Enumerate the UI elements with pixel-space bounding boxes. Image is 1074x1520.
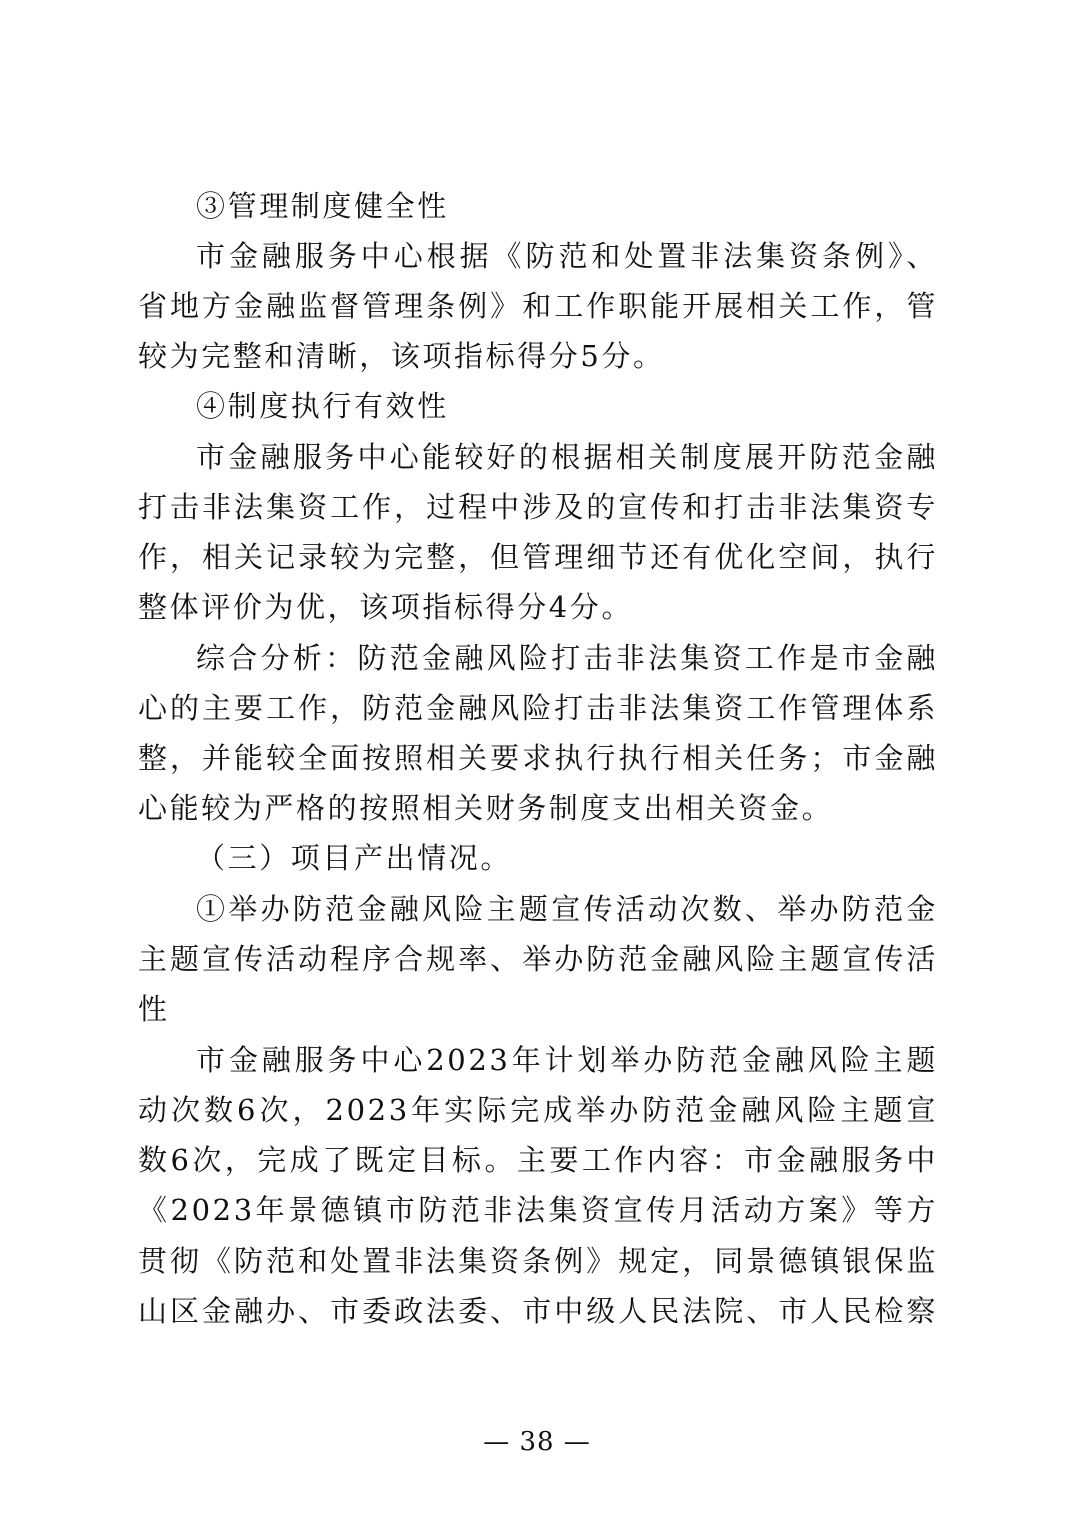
paragraph-line: 山区金融办、市委政法委、市中级人民法院、市人民检察 xyxy=(138,1294,938,1328)
heading-execution-effectiveness: ④制度执行有效性 xyxy=(196,389,449,423)
paragraph-line: 市金融服务中心2023年计划举办防范金融风险主题 xyxy=(196,1043,938,1077)
heading-activity-metrics-cont: 性 xyxy=(138,992,170,1026)
paragraph-line: 动次数6次，2023年实际完成举办防范金融风险主题宣 xyxy=(138,1093,938,1127)
paragraph-line: 整，并能较全面按照相关要求执行执行相关任务；市金融 xyxy=(138,741,938,775)
section-heading-project-output: （三）项目产出情况。 xyxy=(196,841,513,875)
paragraph-line: 贯彻《防范和处置非法集资条例》规定，同景德镇银保监 xyxy=(138,1244,938,1278)
paragraph-line: 数6次，完成了既定目标。主要工作内容：市金融服务中 xyxy=(138,1143,938,1177)
paragraph-line: 市金融服务中心能较好的根据相关制度展开防范金融 xyxy=(196,440,938,474)
paragraph-line: 省地方金融监督管理条例》和工作职能开展相关工作，管 xyxy=(138,289,938,323)
paragraph-line: 综合分析：防范金融风险打击非法集资工作是市金融 xyxy=(196,641,938,675)
paragraph-line: 整体评价为优，该项指标得分4分。 xyxy=(138,590,634,624)
paragraph-line: 打击非法集资工作，过程中涉及的宣传和打击非法集资专 xyxy=(138,490,938,524)
paragraph-line: 市金融服务中心根据《防范和处置非法集资条例》、 xyxy=(196,239,938,273)
heading-activity-metrics-cont: 主题宣传活动程序合规率、举办防范金融风险主题宣传活 xyxy=(138,942,938,976)
paragraph-line: 较为完整和清晰，该项指标得分5分。 xyxy=(138,339,665,373)
page-number: — 38 — xyxy=(483,1427,591,1457)
paragraph-line: 《2023年景德镇市防范非法集资宣传月活动方案》等方 xyxy=(138,1193,938,1227)
heading-management-system: ③管理制度健全性 xyxy=(196,189,449,223)
paragraph-line: 作，相关记录较为完整，但管理细节还有优化空间，执行 xyxy=(138,540,938,574)
paragraph-line: 心能较为严格的按照相关财务制度支出相关资金。 xyxy=(138,791,834,825)
heading-activity-metrics: ①举办防范金融风险主题宣传活动次数、举办防范金 xyxy=(196,892,938,926)
paragraph-line: 心的主要工作，防范金融风险打击非法集资工作管理体系 xyxy=(138,691,938,725)
